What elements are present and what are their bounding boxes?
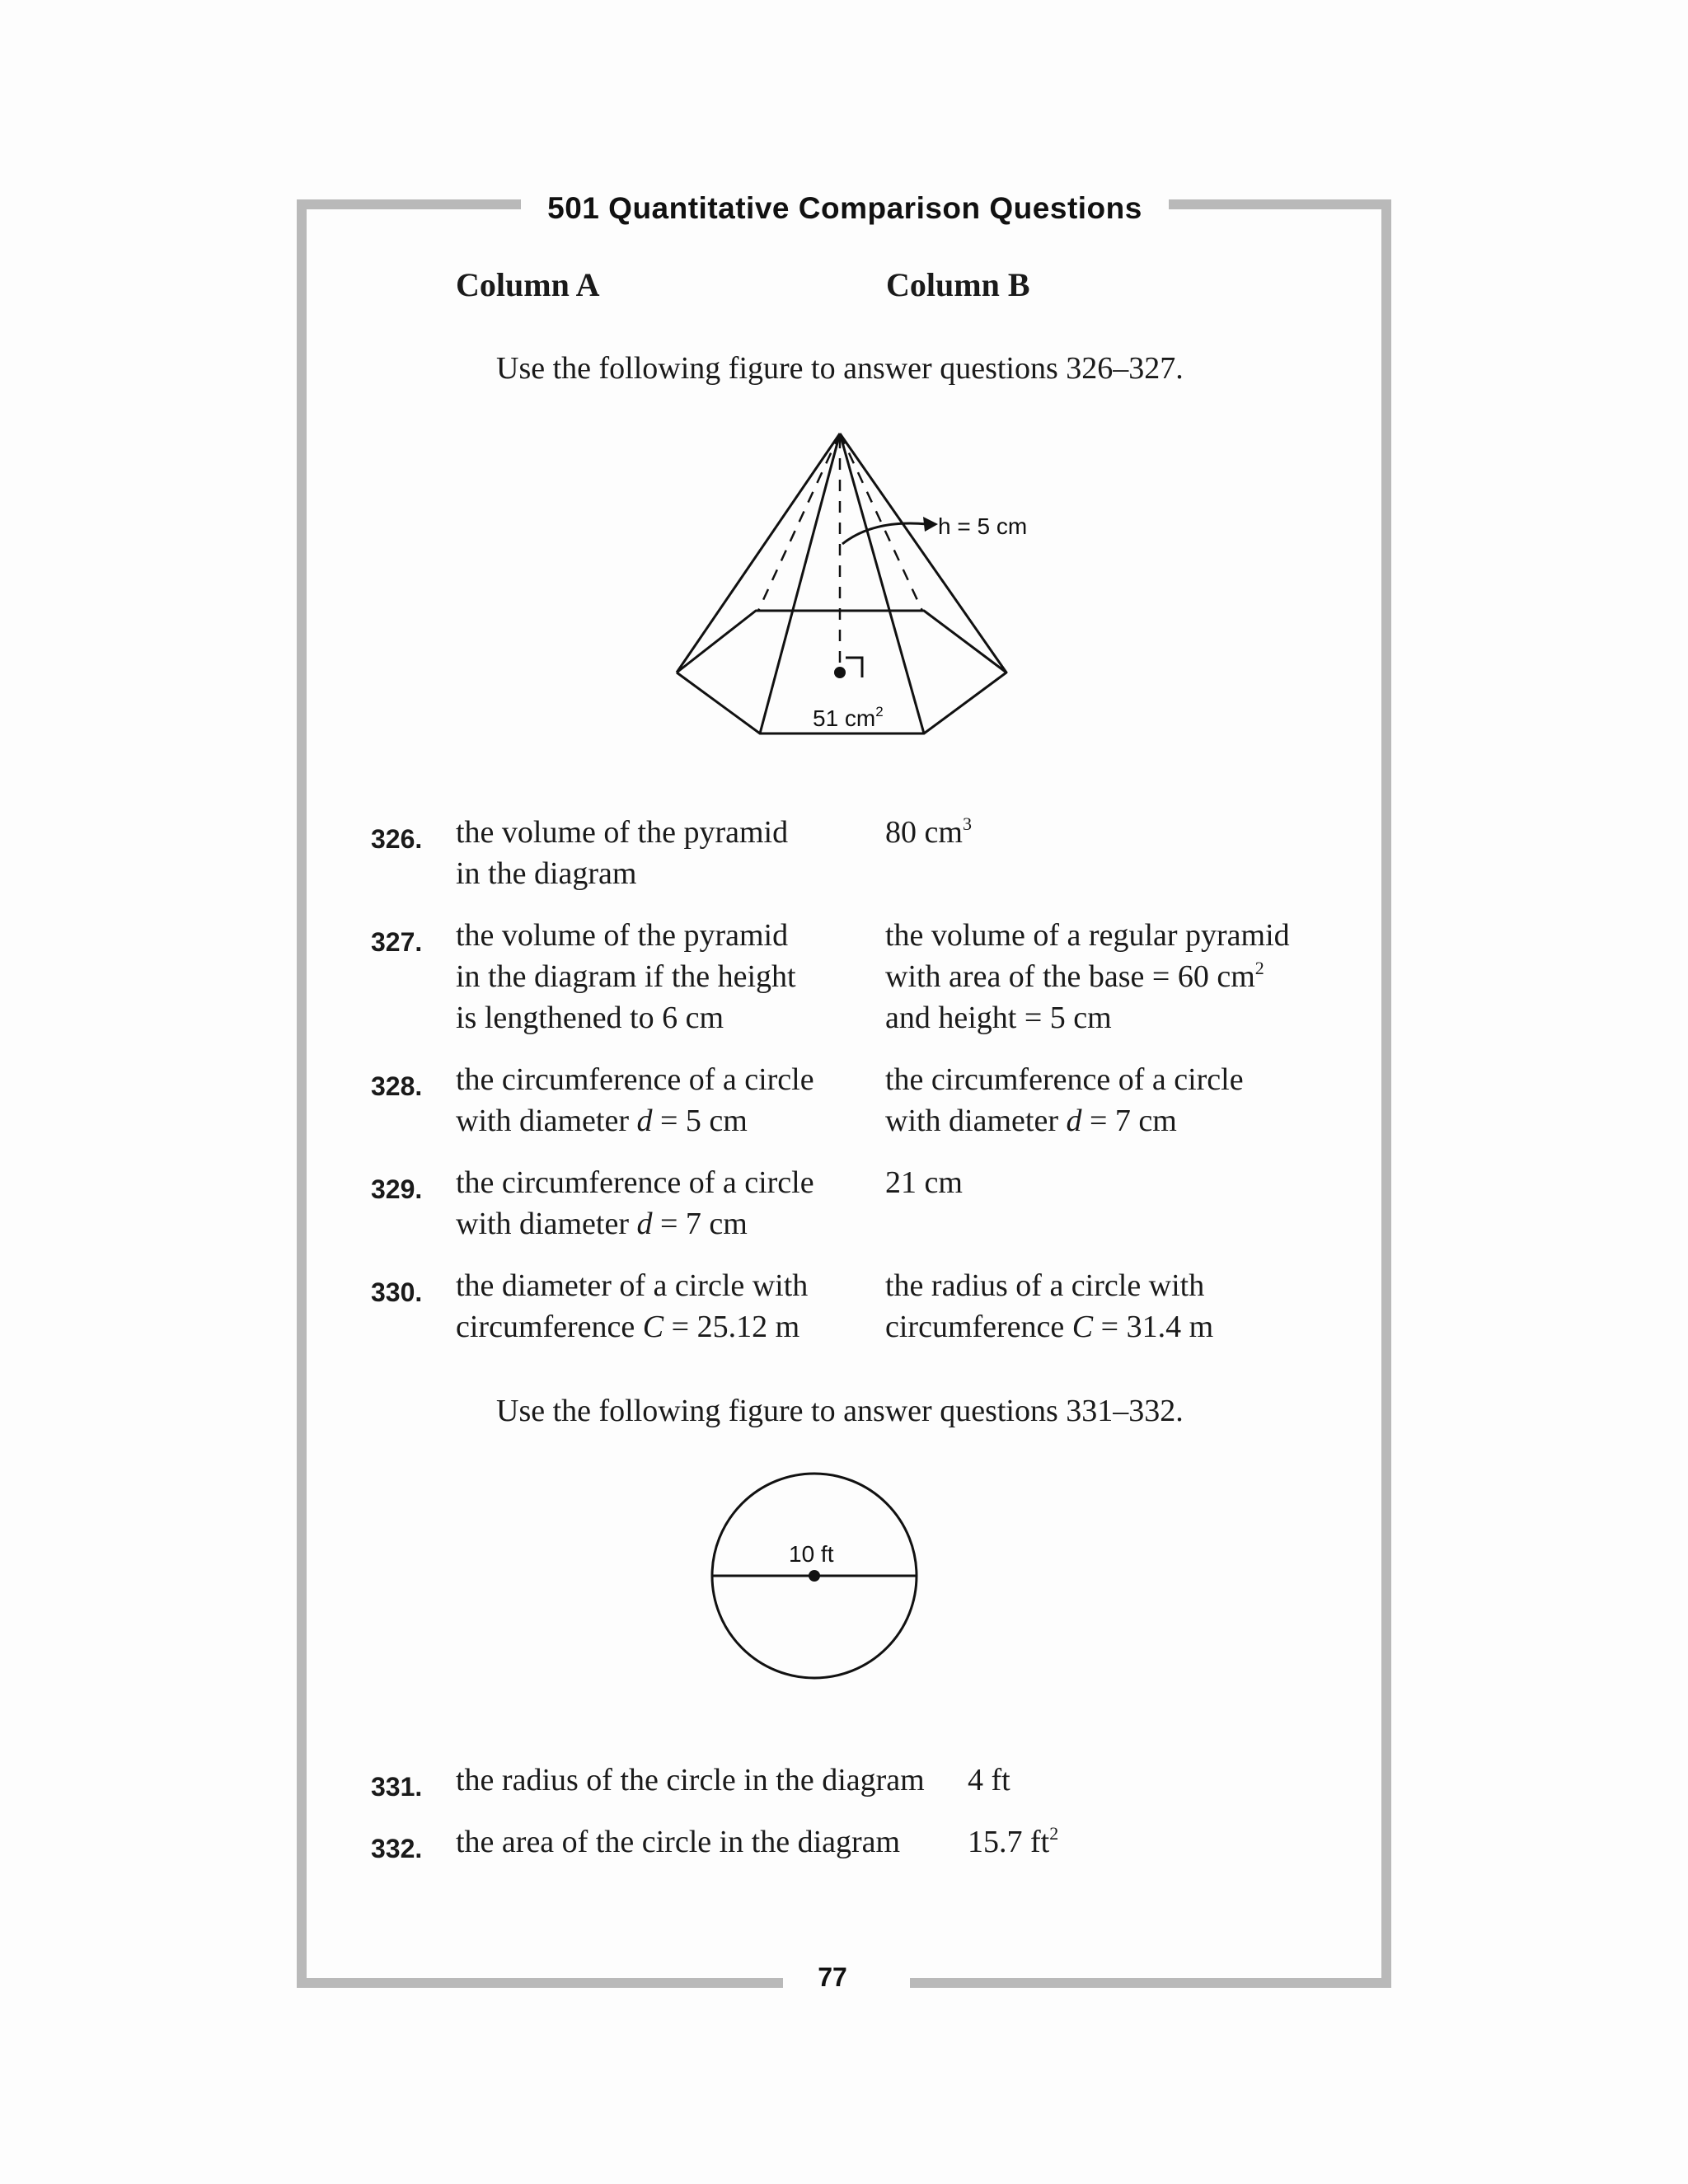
frame-top-right — [1169, 199, 1391, 209]
column-b-heading: Column B — [886, 266, 1030, 303]
frame-left — [297, 199, 307, 1988]
frame-bottom-right — [910, 1978, 1391, 1988]
column-a-text: the area of the circle in the diagram — [456, 1825, 901, 1859]
question-number: 331. — [371, 1772, 423, 1802]
exponent: 2 — [1254, 958, 1264, 978]
base-area-exponent: 2 — [875, 704, 884, 719]
question-number: 328. — [371, 1071, 423, 1101]
column-b-text: the circumference of a circle with diameter d = 7 cm — [885, 1062, 1244, 1138]
column-a-text: the volume of the pyramid in the diagram — [456, 815, 789, 891]
exponent: 3 — [962, 813, 972, 834]
frame-top-left — [297, 199, 521, 209]
column-a-heading: Column A — [456, 266, 600, 303]
running-head: 501 Quantitative Comparison Questions — [547, 191, 1142, 225]
diameter-label: 10 ft — [789, 1541, 834, 1567]
frame-bottom-left — [297, 1978, 783, 1988]
column-a-text: the circumference of a circle with diameter d = 5 cm — [456, 1062, 814, 1138]
column-b-text: the radius of a circle with circumference C = 31.4 m — [885, 1268, 1214, 1344]
question-number: 330. — [371, 1277, 423, 1307]
column-a-text: the volume of the pyramid in the diagram if the height is lengthened to 6 cm — [456, 918, 796, 1035]
figure-instruction: Use the following figure to answer questions 331–332. — [496, 1394, 1184, 1428]
column-a-text: the circumference of a circle with diameter d = 7 cm — [456, 1165, 814, 1241]
column-b-text: 21 cm — [885, 1165, 963, 1200]
column-a-text: the diameter of a circle with circumference C = 25.12 m — [456, 1268, 809, 1344]
column-b-text: 80 $cm^3$ — [885, 813, 972, 850]
question-number: 326. — [371, 824, 423, 854]
column-b-text: 4 ft — [968, 1763, 1010, 1797]
frame-right — [1381, 199, 1391, 1988]
question-number: 332. — [371, 1834, 423, 1863]
height-label: h = 5 cm — [938, 513, 1028, 539]
question-number: 327. — [371, 927, 423, 957]
column-b-text: the volume of a regular pyramid with area of the base = 60 $cm^2$ and height = 5 cm — [885, 918, 1290, 1035]
hexagonal-pyramid-figure — [659, 420, 1055, 750]
page-number: 77 — [818, 1962, 847, 1992]
question-number: 329. — [371, 1174, 423, 1204]
column-a-text: the radius of the circle in the diagram — [456, 1763, 925, 1797]
base-area-label: 51 $cm^2$ — [813, 704, 884, 731]
column-b-text: 15.7 $ft^2$ — [968, 1823, 1059, 1859]
circle-figure — [701, 1467, 931, 1698]
exponent: 2 — [1049, 1823, 1059, 1844]
figure-instruction: Use the following figure to answer questions 326–327. — [496, 351, 1184, 386]
